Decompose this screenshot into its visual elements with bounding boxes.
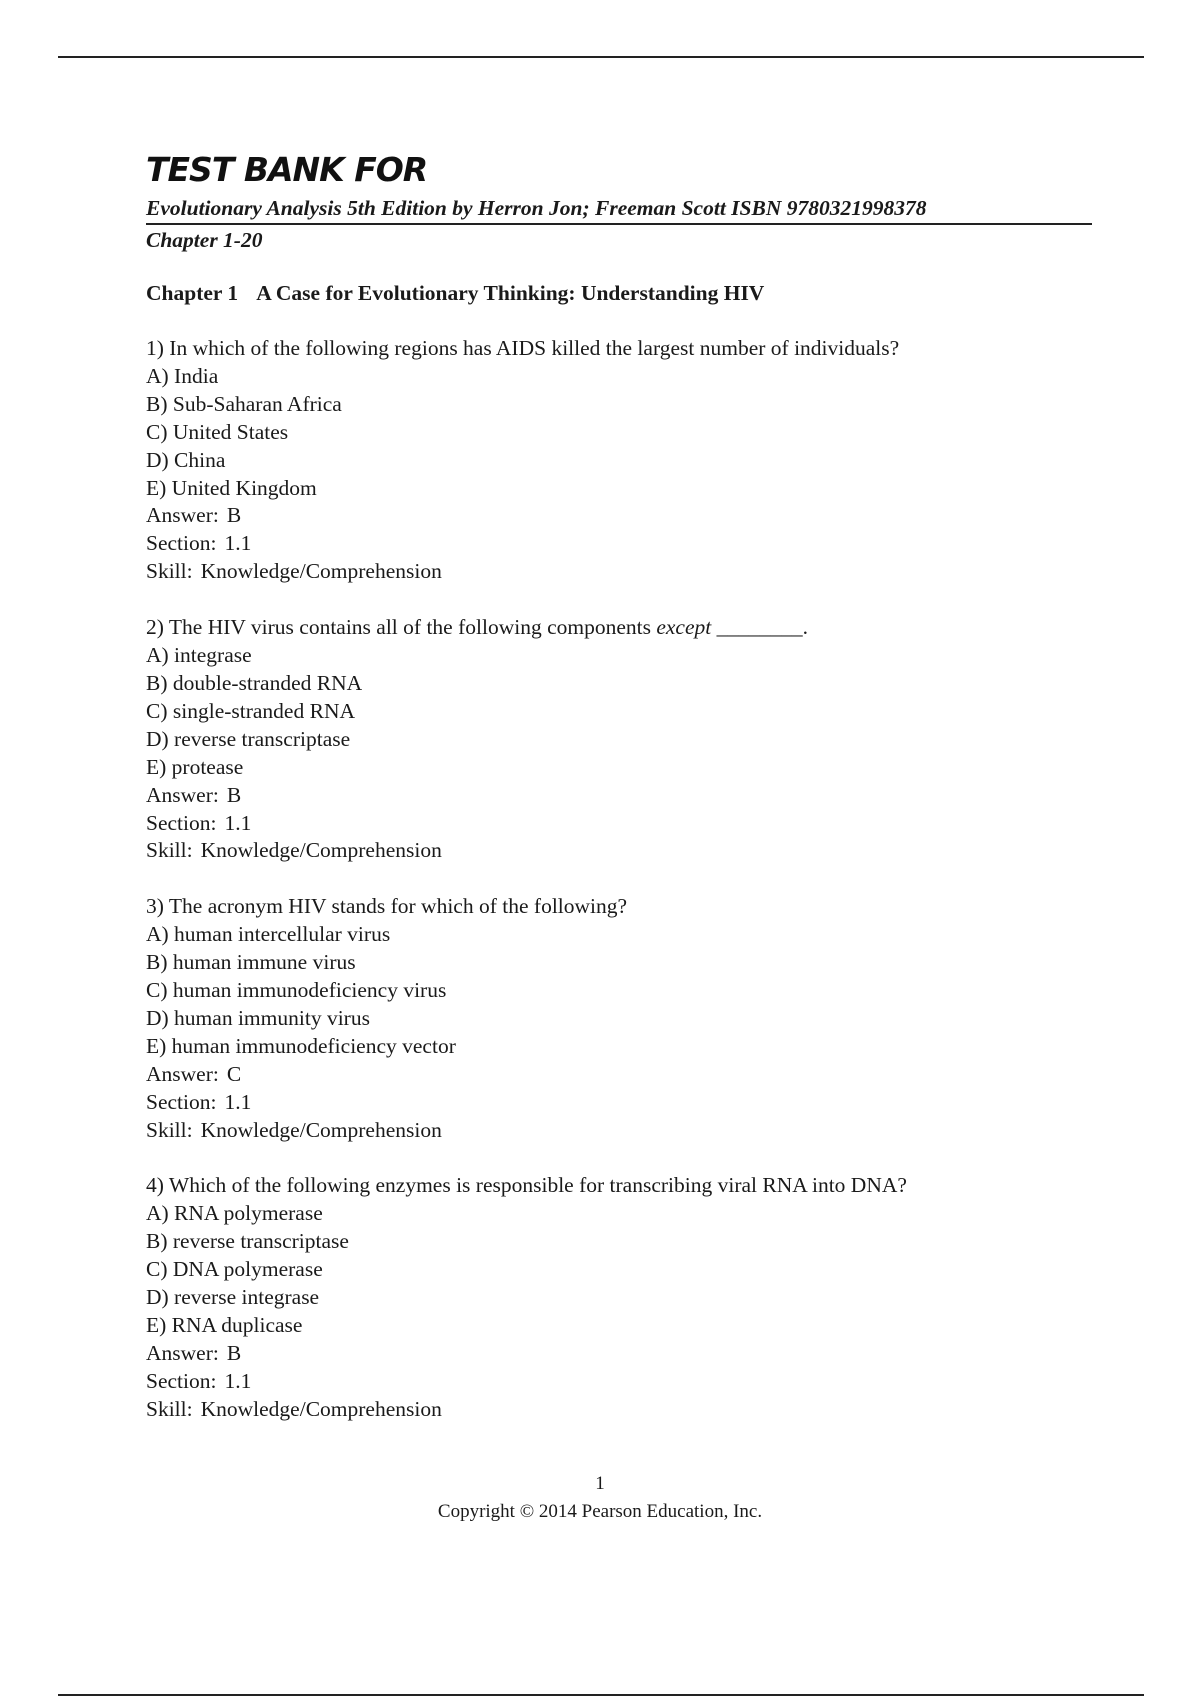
option-a: A) India xyxy=(146,363,219,388)
skill-line xyxy=(146,1117,1092,1145)
copyright-notice: Copyright © 2014 Pearson Education, Inc. xyxy=(437,1501,763,1522)
chapter-number: Chapter 1 xyxy=(146,281,239,305)
stem-suffix: ________. xyxy=(711,615,808,640)
question-1 xyxy=(146,335,1092,586)
option-d: D) China xyxy=(146,447,226,472)
answer-label: Answer: xyxy=(146,1061,219,1086)
section-line xyxy=(146,1089,1092,1117)
option-d: D) human immunity virus xyxy=(146,1005,370,1030)
question-stem: 1) In which of the following regions has AIDS killed the largest number of individuals? xyxy=(146,336,900,360)
section-value: 1.1 xyxy=(224,810,252,835)
option-c: C) United States xyxy=(146,419,289,444)
option-d: D) reverse transcriptase xyxy=(146,726,351,751)
skill-label: Skill: xyxy=(146,1117,193,1142)
book-subtitle: Evolutionary Analysis 5th Edition by Herron Jon; Freeman Scott ISBN 9780321998378 xyxy=(146,194,1092,225)
option-b: B) Sub-Saharan Africa xyxy=(146,391,342,416)
answer-value: B xyxy=(226,1340,242,1365)
skill-value: Knowledge/Comprehension xyxy=(200,1117,442,1142)
question-stem: 4) Which of the following enzymes is responsible for transcribing viral RNA into DNA? xyxy=(146,1173,907,1198)
answer-value: C xyxy=(226,1061,242,1086)
option-c: C) DNA polymerase xyxy=(146,1257,323,1282)
option-b: B) double-stranded RNA xyxy=(146,670,363,695)
answer-value: B xyxy=(226,782,242,807)
page-content xyxy=(146,150,1092,1424)
question-stem: 3) The acronym HIV stands for which of the following? xyxy=(146,894,628,919)
page-number: 1 xyxy=(595,1473,605,1494)
section-label: Section: xyxy=(146,531,217,556)
skill-line xyxy=(146,558,1092,586)
test-bank-title: TEST BANK FOR xyxy=(146,150,428,189)
skill-value: Knowledge/Comprehension xyxy=(200,838,442,863)
answer-label: Answer: xyxy=(146,1340,219,1365)
answer-line xyxy=(146,1340,1092,1368)
option-a: A) integrase xyxy=(146,643,252,668)
section-line xyxy=(146,530,1092,558)
skill-label: Skill: xyxy=(146,838,193,863)
skill-line xyxy=(146,837,1092,865)
answer-line xyxy=(146,782,1092,810)
answer-label: Answer: xyxy=(146,782,219,807)
option-e: E) RNA duplicase xyxy=(146,1313,303,1337)
option-c: C) single-stranded RNA xyxy=(146,698,355,723)
option-b: B) reverse transcriptase xyxy=(146,1229,349,1254)
answer-line xyxy=(146,1061,1092,1089)
section-line xyxy=(146,1368,1092,1396)
option-b: B) human immune virus xyxy=(146,950,356,975)
section-value: 1.1 xyxy=(224,531,252,556)
option-c: C) human immunodeficiency virus xyxy=(146,978,447,1003)
skill-value: Knowledge/Comprehension xyxy=(200,559,442,584)
answer-line xyxy=(146,502,1092,530)
section-label: Section: xyxy=(146,1089,217,1114)
top-rule xyxy=(58,56,1144,58)
question-stem xyxy=(146,614,1092,642)
option-a: A) human intercellular virus xyxy=(146,922,391,947)
skill-label: Skill: xyxy=(146,559,193,584)
section-label: Section: xyxy=(146,1368,217,1393)
option-e: E) United Kingdom xyxy=(146,475,317,500)
chapter-range: Chapter 1-20 xyxy=(146,228,263,252)
option-a: A) RNA polymerase xyxy=(146,1201,323,1226)
chapter-heading xyxy=(146,279,1092,307)
option-d: D) reverse integrase xyxy=(146,1285,320,1310)
skill-value: Knowledge/Comprehension xyxy=(200,1396,442,1421)
section-line xyxy=(146,810,1092,838)
section-value: 1.1 xyxy=(224,1089,252,1114)
stem-prefix: 2) The HIV virus contains all of the following components xyxy=(146,615,657,640)
option-e: E) protease xyxy=(146,754,244,779)
answer-value: B xyxy=(226,503,242,528)
section-value: 1.1 xyxy=(224,1368,252,1393)
question-3 xyxy=(146,893,1092,1144)
chapter-title: A Case for Evolutionary Thinking: Understanding HIV xyxy=(256,281,765,305)
question-4 xyxy=(146,1172,1092,1423)
bottom-rule xyxy=(58,1694,1144,1696)
question-2 xyxy=(146,614,1092,865)
answer-label: Answer: xyxy=(146,503,219,528)
section-label: Section: xyxy=(146,810,217,835)
stem-emphasis: except xyxy=(656,615,712,640)
skill-line xyxy=(146,1396,1092,1424)
skill-label: Skill: xyxy=(146,1396,193,1421)
option-e: E) human immunodeficiency vector xyxy=(146,1033,456,1058)
